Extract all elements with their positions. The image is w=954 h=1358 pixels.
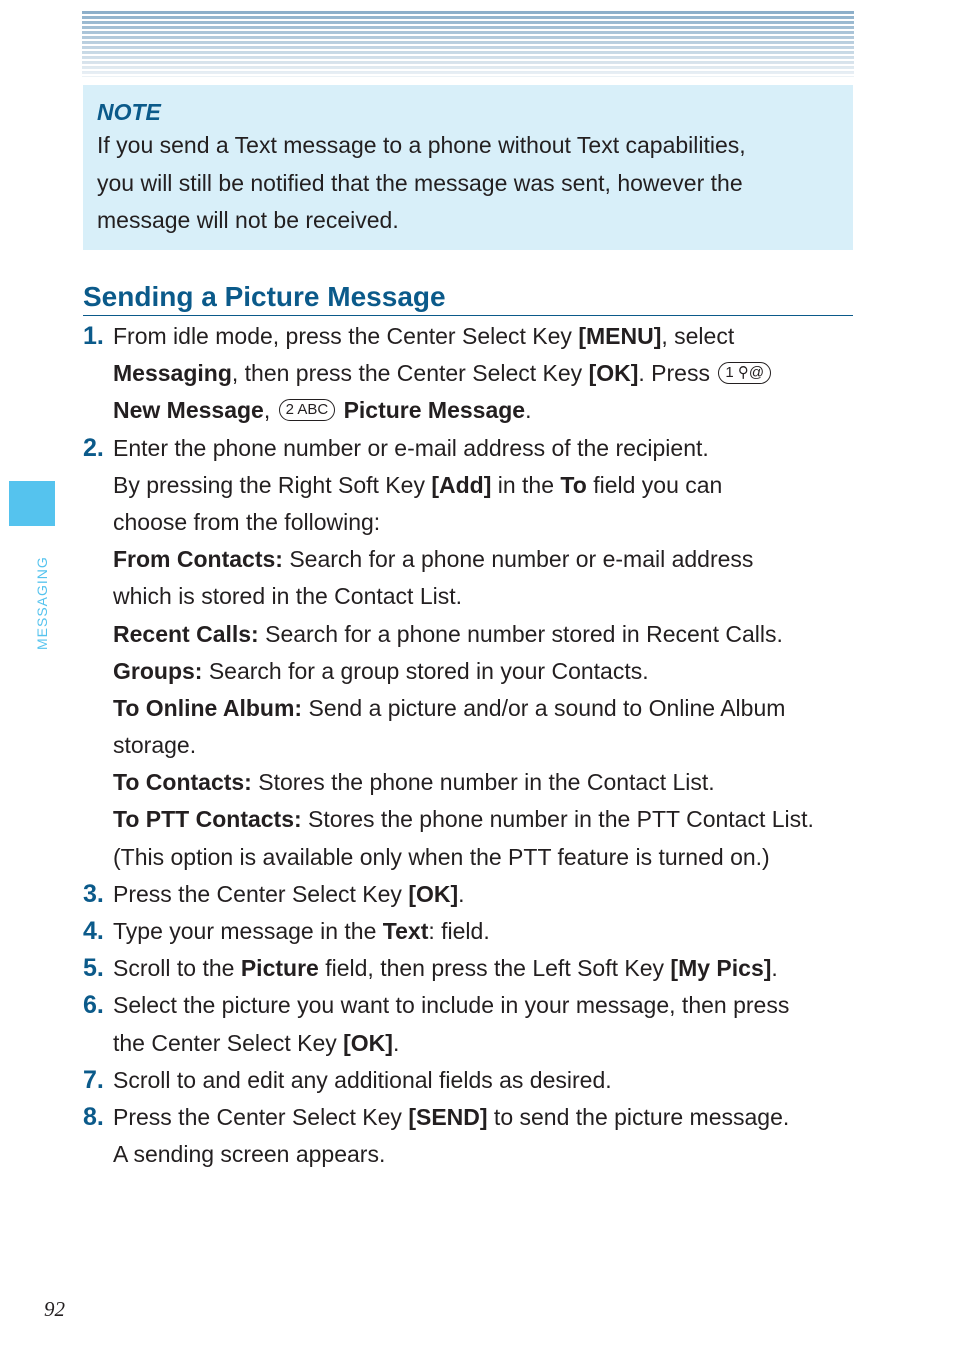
page-number: 92 [44, 1297, 65, 1321]
text: . Press [638, 360, 717, 387]
step-number: 3. [83, 879, 104, 908]
step-number: 1. [83, 322, 104, 350]
text: , then press the Center Select Key [231, 360, 589, 387]
text: (This option is available only when the PTT feature is turned on.) [113, 843, 770, 870]
key-label: [OK] [343, 1029, 393, 1056]
text: . [771, 955, 778, 982]
key-1-icon: 1 ⚲@ [718, 362, 771, 384]
text: choose from the following: [113, 508, 381, 535]
key-label: [My Pics] [670, 955, 772, 982]
option-to-contacts [83, 764, 863, 801]
text: . [392, 1029, 400, 1056]
text: Press the Center Select Key [113, 1103, 409, 1130]
text: Search for a phone number stored in Recent Calls. [258, 620, 783, 647]
step-2-line-1 [83, 430, 863, 467]
text: Type your message in the [113, 918, 383, 944]
text: the Center Select Key [113, 1029, 344, 1056]
step-1-line-2 [83, 355, 863, 392]
option-ptt-contacts [83, 801, 863, 838]
text: in the [491, 471, 561, 498]
menu-label: Messaging [113, 360, 232, 387]
option-label: Groups: [113, 657, 203, 684]
text: By pressing the Right Soft Key [113, 471, 432, 498]
option-from-contacts-cont [83, 578, 863, 615]
text: which is stored in the Contact List. [113, 583, 462, 610]
key-label: [Add] [431, 471, 492, 498]
text: Scroll to the [113, 955, 241, 982]
step-number: 7. [83, 1065, 104, 1094]
text: , [263, 397, 277, 424]
text: . [458, 880, 465, 907]
section-title: Sending a Picture Message [83, 279, 853, 316]
option-label: To PTT Contacts: [113, 806, 302, 833]
key-2-label: 2 ABC [285, 401, 329, 419]
step-2-line-2 [83, 467, 863, 504]
text: Search for a phone number or e-mail address [282, 546, 754, 573]
text: From idle mode, press the Center Select Key [113, 323, 579, 349]
option-label: Recent Calls: [113, 620, 259, 647]
step-6-line-2 [83, 1025, 863, 1062]
step-1-line-1 [83, 318, 863, 355]
step-number: 4. [83, 917, 104, 945]
option-online-album-cont [83, 727, 863, 764]
key-1-label: 1 [725, 364, 734, 382]
step-3 [83, 876, 863, 913]
text: Stores the phone number in the Contact List. [251, 769, 715, 796]
text: field you can [586, 471, 723, 498]
step-number: 2. [83, 433, 104, 462]
text: . [525, 397, 532, 424]
key-label: [OK] [588, 360, 639, 387]
steps-list [83, 318, 863, 1173]
header-band [82, 11, 854, 77]
option-groups [83, 653, 863, 690]
option-recent-calls [83, 616, 863, 653]
text: Stores the phone number in the PTT Contact List. [301, 806, 814, 833]
note-line-1: If you send a Text message to a phone without Text capabilities, [97, 132, 746, 158]
text: , select [661, 323, 735, 349]
step-6-line-1 [83, 987, 863, 1024]
key-label: [OK] [408, 880, 459, 907]
field-label: Picture [240, 955, 319, 982]
step-number: 8. [83, 1102, 104, 1131]
text: Send a picture and/or a sound to Online Album [302, 694, 786, 721]
step-number: 6. [83, 991, 104, 1020]
note-title: NOTE [97, 99, 161, 125]
option-label: To Contacts: [113, 769, 252, 796]
text: : field. [428, 918, 490, 944]
text: to send the picture message. [487, 1103, 790, 1130]
key-label: [SEND] [408, 1103, 488, 1130]
step-5 [83, 950, 863, 987]
text: Select the picture you want to include in your message, then press [113, 992, 790, 1019]
step-1-line-3 [83, 392, 863, 429]
text: Enter the phone number or e-mail address of the recipient. [113, 434, 709, 461]
option-from-contacts [83, 541, 863, 578]
option-online-album [83, 690, 863, 727]
option-label: To Online Album: [113, 694, 303, 721]
text: storage. [113, 732, 197, 759]
chapter-label: MESSAGING [34, 556, 50, 650]
step-4 [83, 913, 863, 950]
chapter-tab [9, 481, 55, 526]
key-2-icon [279, 399, 336, 421]
option-label: From Contacts: [113, 546, 283, 573]
menu-label: New Message [113, 397, 264, 424]
note-box [83, 85, 853, 250]
step-number: 5. [83, 954, 104, 983]
menu-label: Picture Message [343, 397, 526, 424]
step-2-line-3 [83, 504, 863, 541]
note-line-2: you will still be notified that the message was sent, however the [97, 169, 743, 196]
key-label: [MENU] [578, 323, 662, 349]
text: Search for a group stored in your Contacts. [202, 657, 649, 684]
text: Scroll to and edit any additional fields as desired. [113, 1066, 612, 1093]
step-8-line-2 [83, 1136, 863, 1173]
step-8-line-1 [83, 1099, 863, 1136]
field-label: Text [382, 918, 429, 944]
text: Press the Center Select Key [113, 880, 409, 907]
step-7 [83, 1062, 863, 1099]
note-line-3: message will not be received. [97, 207, 399, 233]
text: A sending screen appears. [113, 1141, 386, 1168]
field-label: To [560, 471, 587, 498]
text: field, then press the Left Soft Key [318, 955, 671, 982]
option-ptt-contacts-cont [83, 839, 863, 876]
